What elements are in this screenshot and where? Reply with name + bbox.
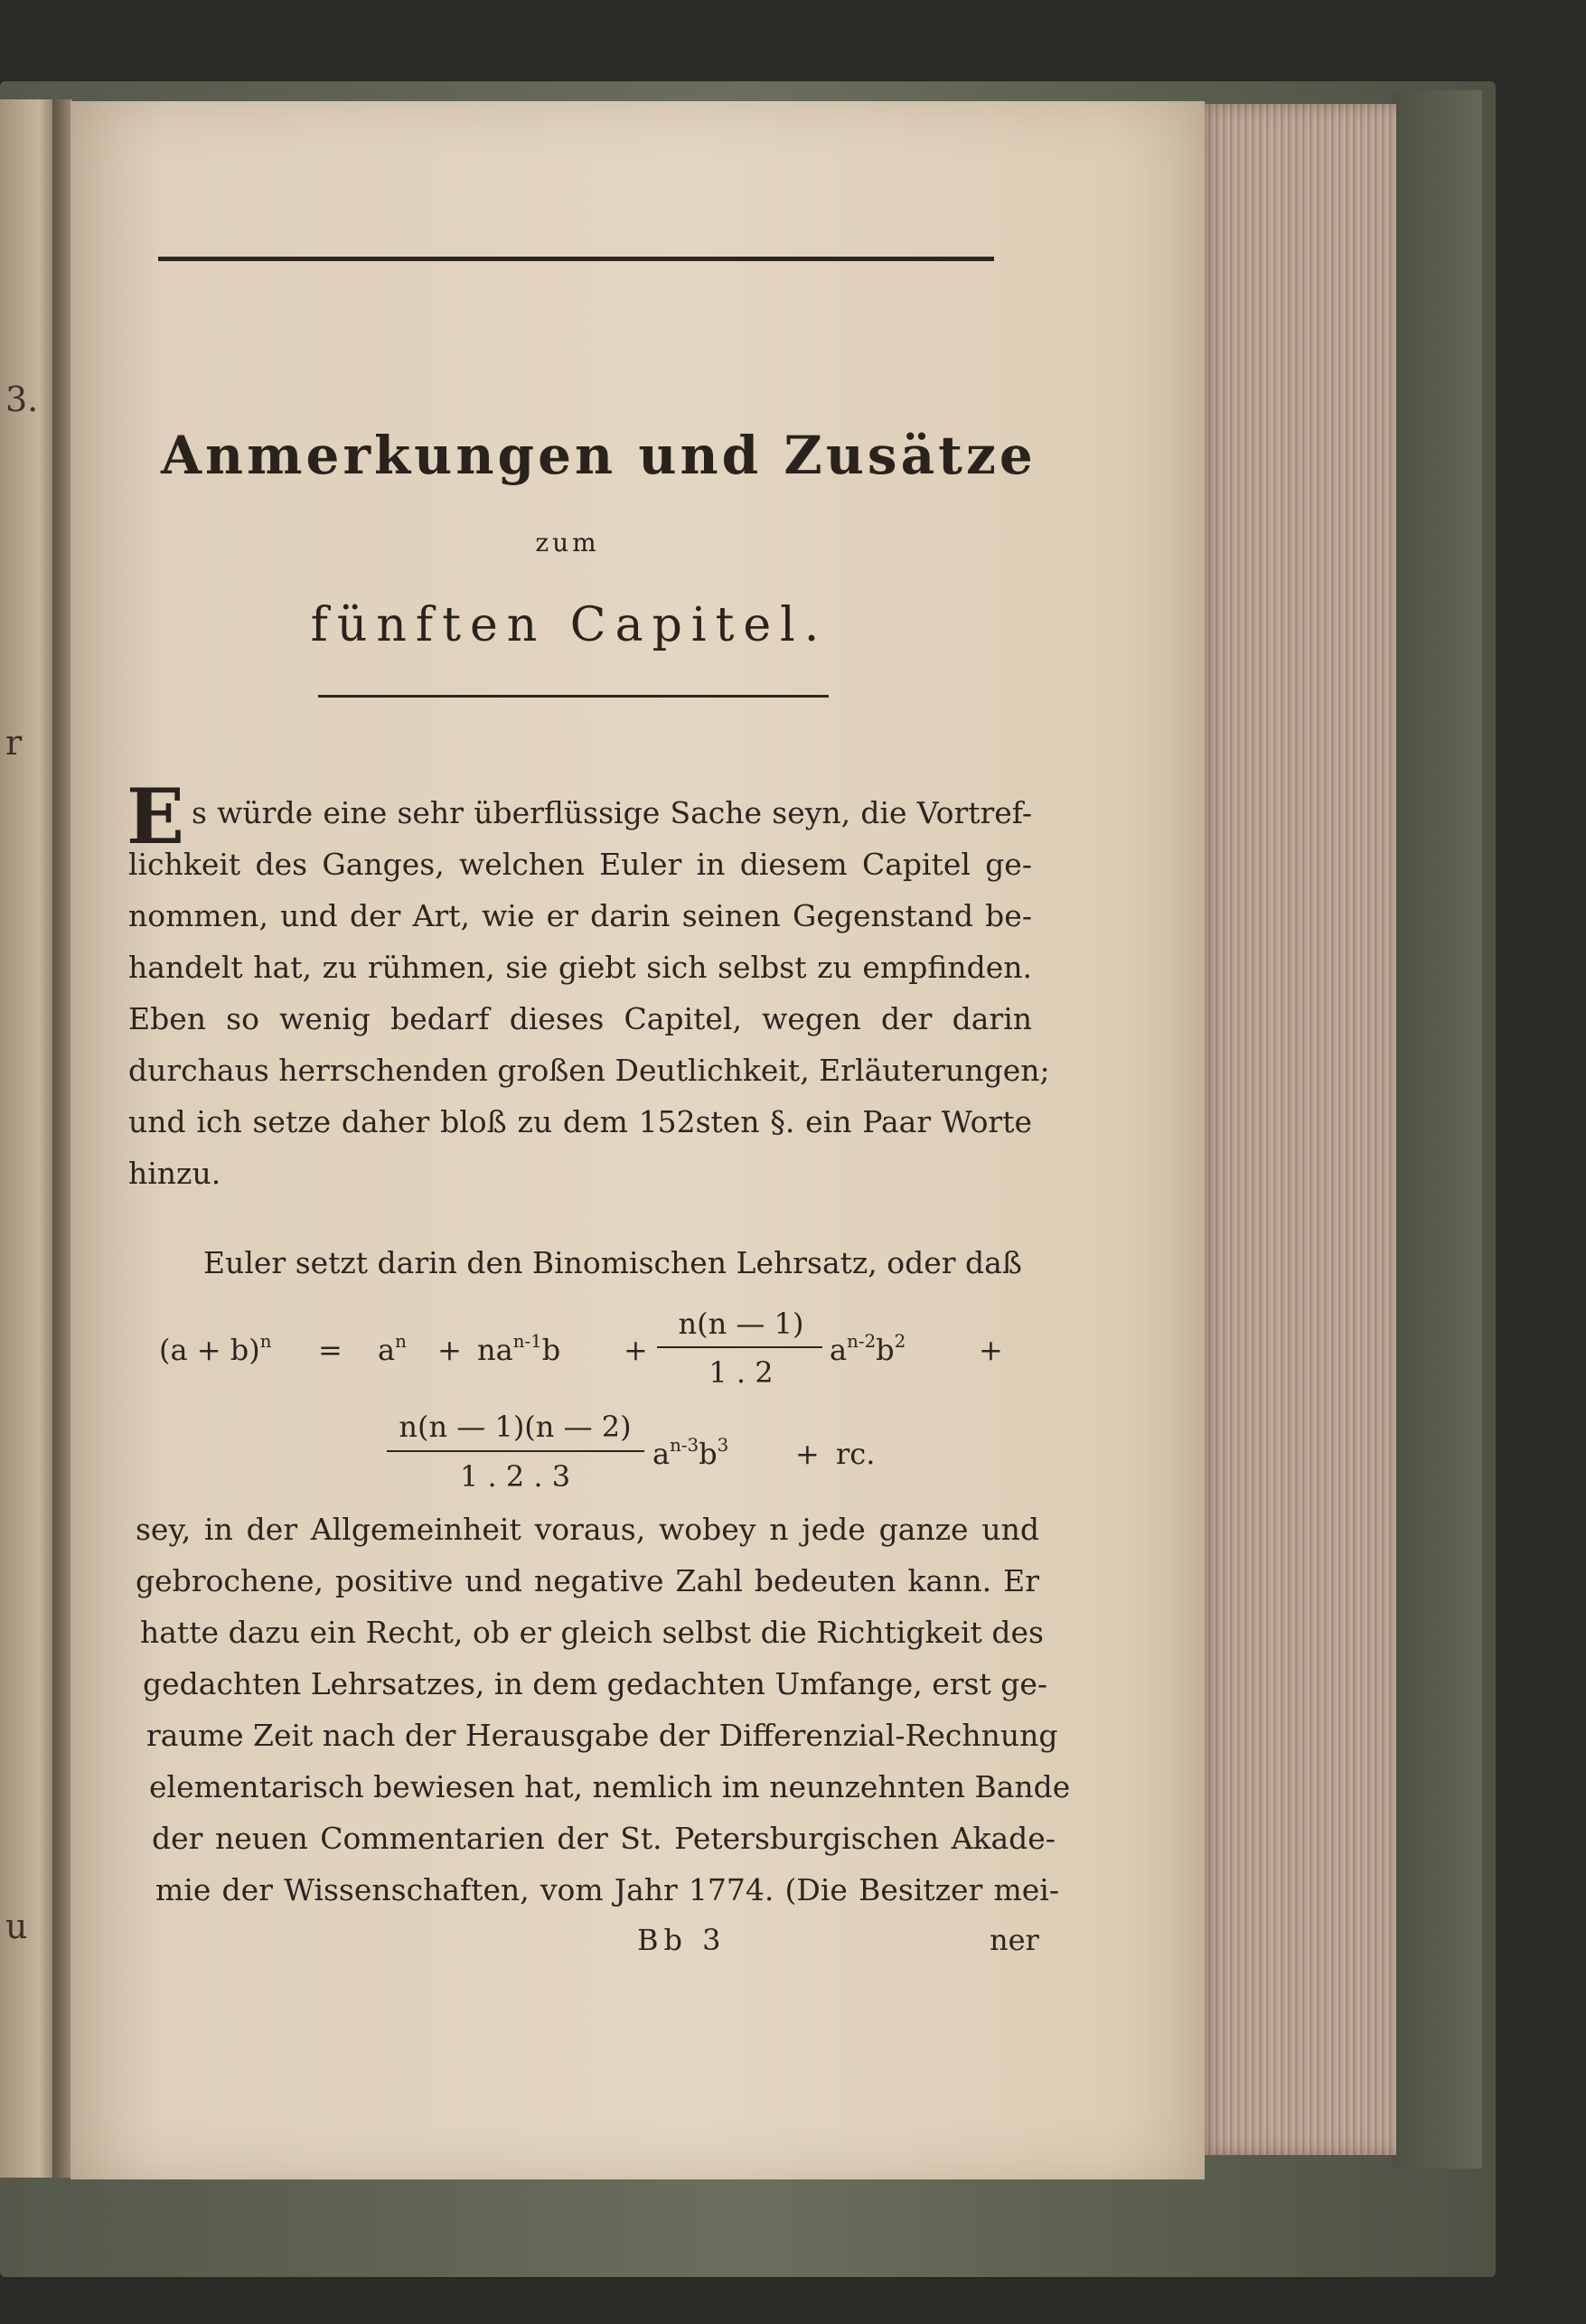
left-page-fragment: u (5, 1907, 28, 1946)
left-page-edge (0, 99, 56, 2178)
formula-term: + (795, 1437, 820, 1471)
formula-term: rc. (836, 1437, 876, 1471)
formula-term: $a^{n-3}b^3$ (652, 1435, 729, 1471)
drop-capital: E (127, 772, 185, 861)
section-subheading: zum (535, 528, 600, 558)
formula-term: $(a + b)^n$ (159, 1331, 272, 1367)
formula-term: = (318, 1333, 343, 1367)
catchword: ner (990, 1923, 1039, 1957)
header-rule (158, 257, 994, 261)
text-line: hatte dazu ein Recht, ob er gleich selbst die Richtigkeit des (140, 1615, 1044, 1650)
formula-term: + (624, 1333, 648, 1367)
gutter (52, 99, 72, 2178)
formula-term: $na^{n-1}b$ (477, 1331, 561, 1367)
section-heading: Anmerkungen und Zusätze (161, 425, 1037, 486)
text-line: gedachten Lehrsatzes, in dem gedachten Umfange, erst ge- (143, 1666, 1048, 1701)
text-line: elementarisch bewiesen hat, nemlich im neunzehnten Bande (149, 1769, 1071, 1804)
book-spine-edge (1392, 90, 1482, 2169)
fraction-numerator: n(n — 1)(n — 2) (399, 1410, 632, 1444)
chapter-heading: fünften Capitel. (310, 598, 829, 652)
text-line: der neuen Commentarien der St. Petersburgischen Akade- (152, 1821, 1056, 1856)
text-line: durchaus herrschenden großen Deutlichkeit, Erläuterungen; (128, 1053, 1050, 1088)
signature-mark: Bb 3 (637, 1923, 727, 1957)
text-line: gebrochene, positive und negative Zahl bedeuten kann. Er (136, 1563, 1039, 1598)
page-edges (1197, 104, 1396, 2155)
formula-intro: Euler setzt darin den Binomischen Lehrsatz, oder daß (203, 1245, 1022, 1280)
formula-term: + (437, 1333, 462, 1367)
fraction-denominator: 1 . 2 (709, 1355, 774, 1390)
text-line: sey, in der Allgemeinheit voraus, wobey n jede ganze und (136, 1512, 1039, 1547)
text-line: nommen, und der Art, wie er darin seinen Gegenstand be- (128, 898, 1032, 933)
text-line: Eben so wenig bedarf dieses Capitel, wegen der darin (128, 1001, 1032, 1036)
text-line: und ich setze daher bloß zu dem 152sten §. ein Paar Worte (128, 1104, 1032, 1139)
formula-term: $a^{n-2}b^2$ (830, 1331, 906, 1367)
fraction-bar (657, 1346, 822, 1348)
formula-term: $a^n$ (378, 1331, 407, 1367)
text-line: raume Zeit nach der Herausgabe der Differenzial-Rechnung (146, 1718, 1058, 1753)
heading-rule (318, 695, 829, 698)
left-page-fragment: 3. (5, 380, 39, 419)
text-line: s würde eine sehr überflüssige Sache seyn, die Vortref- (192, 795, 1032, 830)
fraction-denominator: 1 . 2 . 3 (459, 1459, 571, 1494)
text-line: handelt hat, zu rühmen, sie giebt sich selbst zu empfinden. (128, 950, 1032, 985)
text-line: mie der Wissenschaften, vom Jahr 1774. (Die Besitzer mei- (155, 1872, 1059, 1907)
text-line: hinzu. (128, 1156, 221, 1191)
formula-term: + (979, 1333, 1003, 1367)
text-line: lichkeit des Ganges, welchen Euler in diesem Capitel ge- (128, 847, 1032, 882)
right-page (70, 101, 1205, 2179)
fraction-numerator: n(n — 1) (678, 1307, 804, 1341)
left-page-fragment: r (5, 723, 23, 763)
fraction-bar (387, 1450, 644, 1452)
